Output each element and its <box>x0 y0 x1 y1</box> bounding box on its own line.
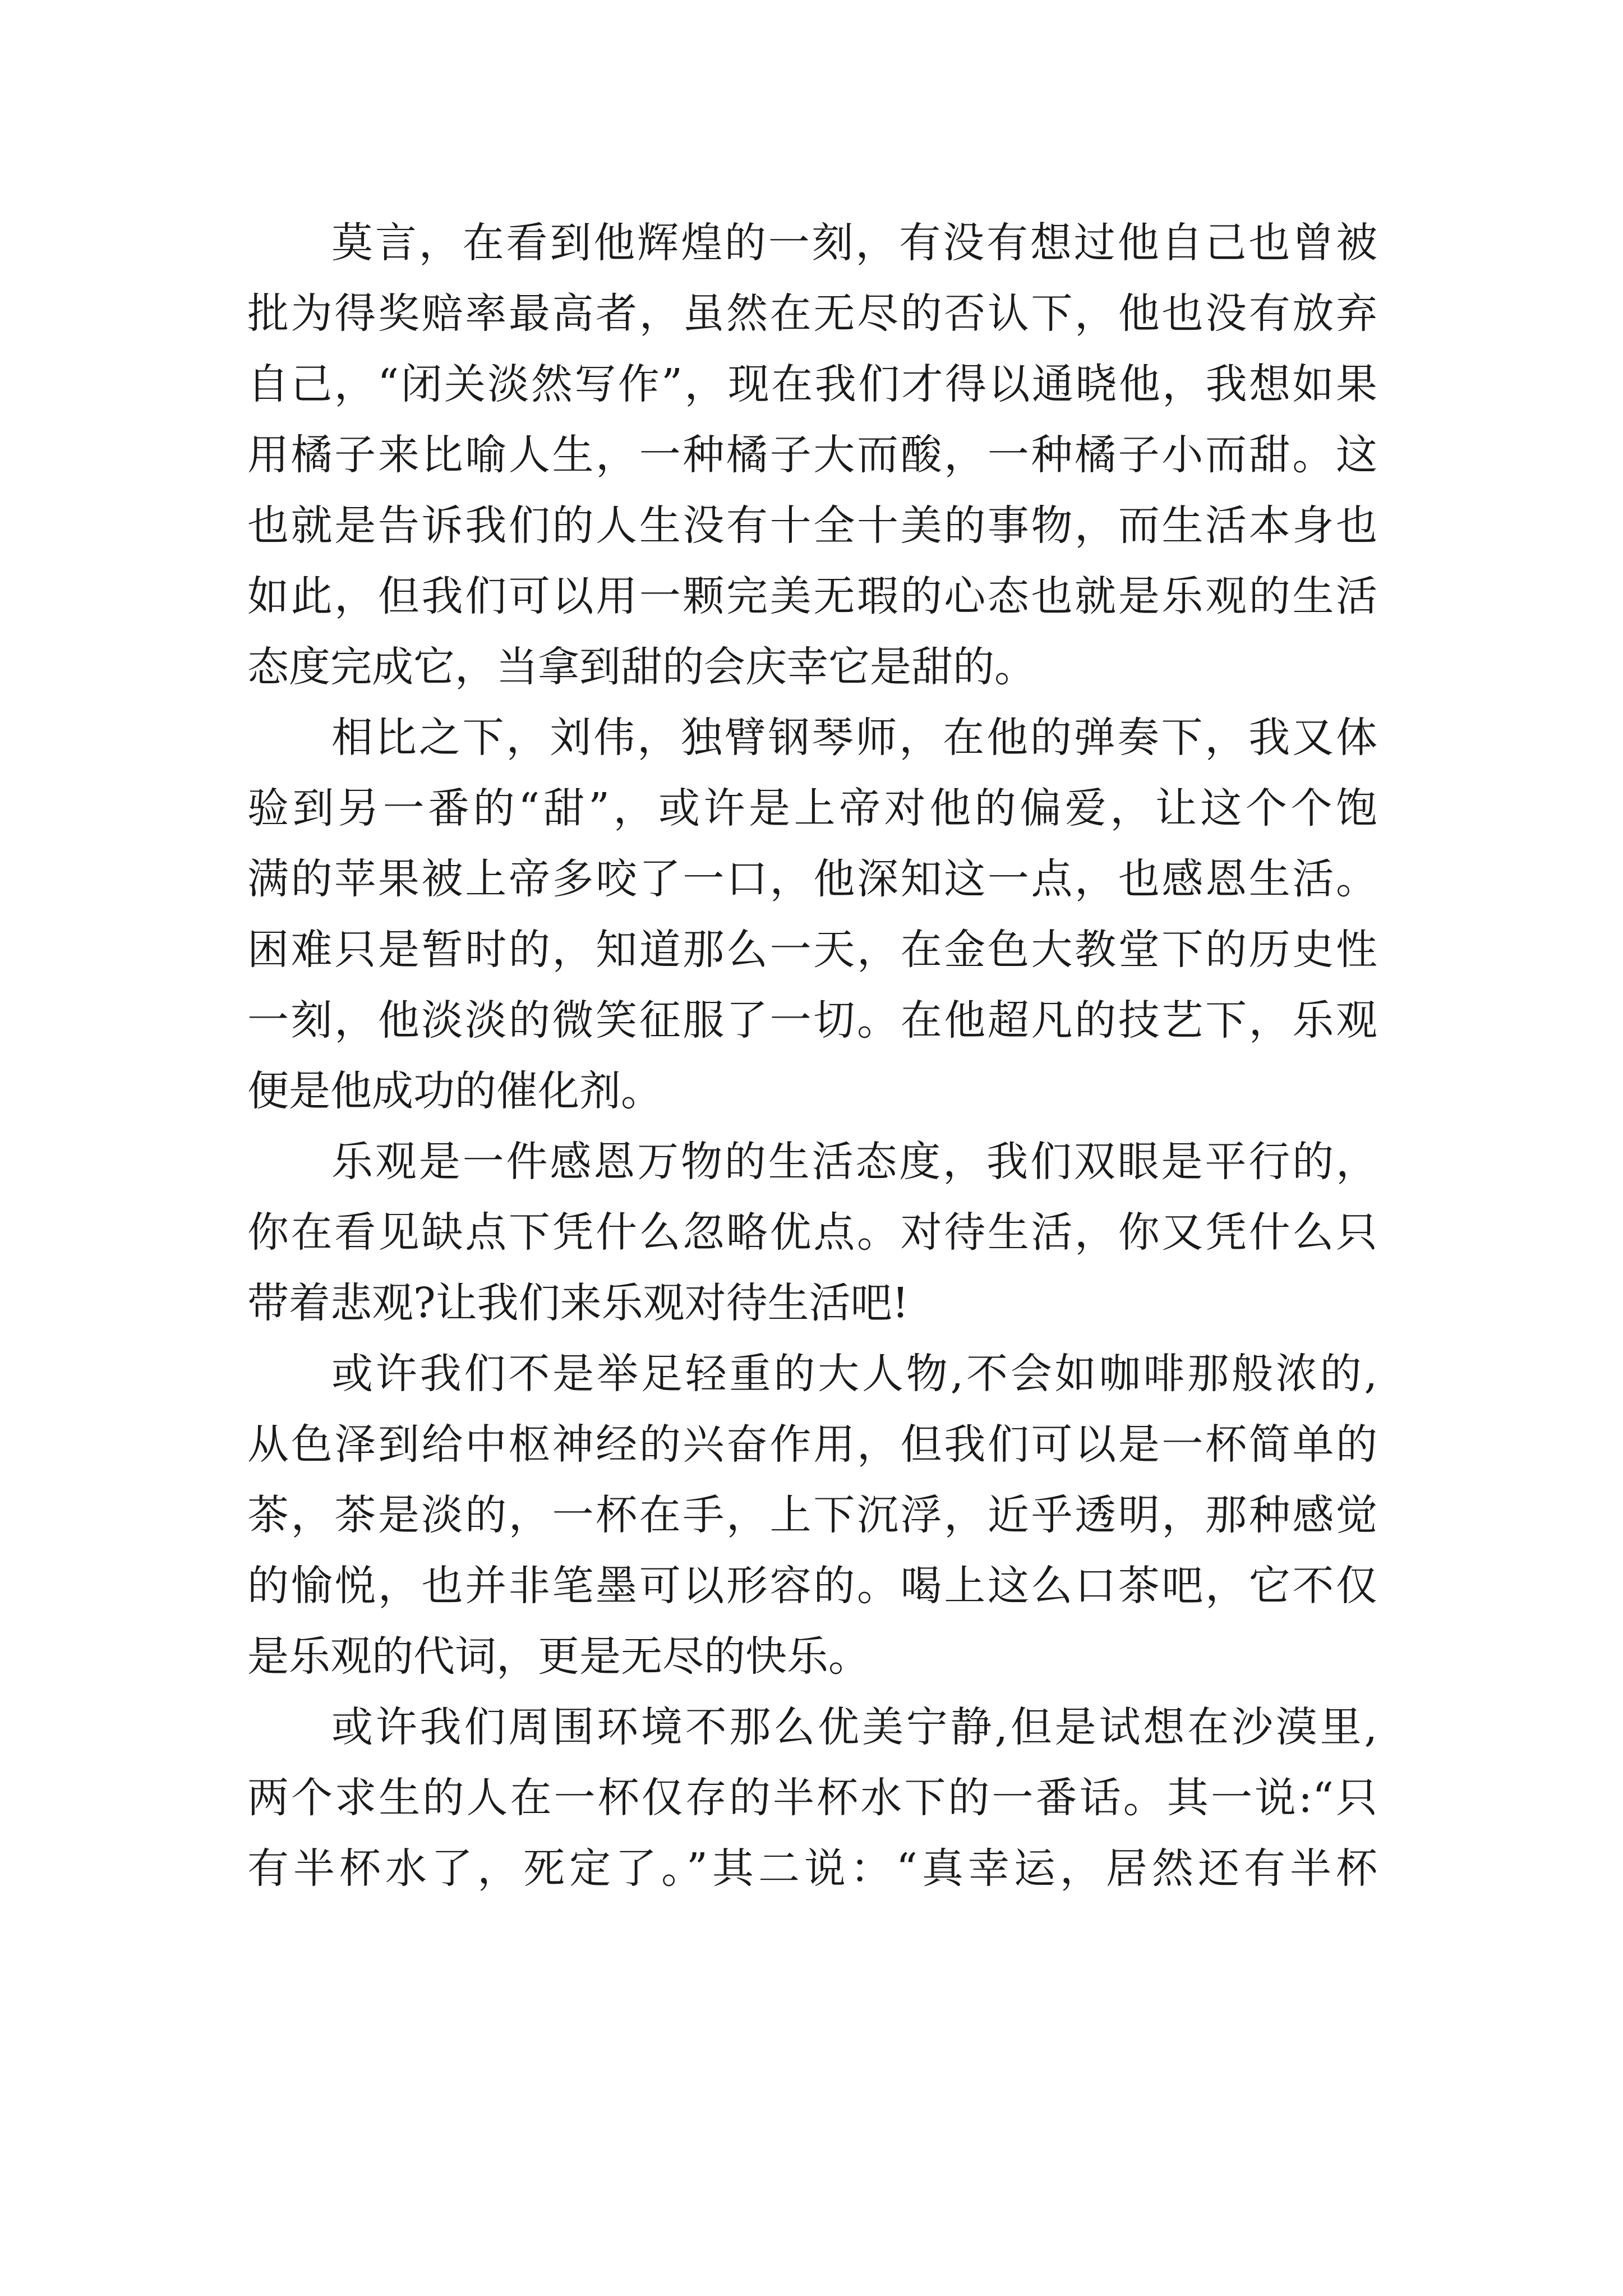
text-line: 莫言，在看到他辉煌的一刻，有没有想过他自己也曾被 <box>331 219 1377 267</box>
text-line: 或许我们周围环境不那么优美宁静,但是试想在沙漠里, <box>331 1703 1377 1751</box>
text-line: 困难只是暂时的，知道那么一天，在金色大教堂下的历史性 <box>247 926 1377 974</box>
text-line: 用橘子来比喻人生，一种橘子大而酸，一种橘子小而甜。这 <box>247 431 1377 479</box>
text-line: 有半杯水了，死定了。”其二说：“真幸运，居然还有半杯 <box>247 1844 1377 1893</box>
text-line: 自己，“闭关淡然写作”，现在我们才得以通晓他，我想如果 <box>247 360 1377 408</box>
text-line: 批为得奖赔率最高者，虽然在无尽的否认下，他也没有放弃 <box>247 289 1377 338</box>
text-line: 也就是告诉我们的人生没有十全十美的事物，而生活本身也 <box>247 501 1377 550</box>
text-line: 两个求生的人在一杯仅存的半杯水下的一番话。其一说:“只 <box>247 1774 1377 1822</box>
text-line: 的愉悦，也并非笔墨可以形容的。喝上这么口茶吧，它不仅 <box>247 1562 1377 1610</box>
text-line: 满的苹果被上帝多咬了一口，他深知这一点，也感恩生活。 <box>247 855 1377 903</box>
text-line: 乐观是一件感恩万物的生活态度，我们双眼是平行的， <box>331 1138 1377 1186</box>
text-line: 便是他成功的催化剂。 <box>247 1067 662 1115</box>
text-line: 或许我们不是举足轻重的大人物,不会如咖啡那般浓的, <box>331 1350 1377 1398</box>
text-line: 是乐观的代词，更是无尽的快乐。 <box>247 1632 870 1681</box>
text-line: 茶，茶是淡的，一杯在手，上下沉浮，近乎透明，那种感觉 <box>247 1491 1377 1539</box>
text-line: 从色泽到给中枢神经的兴奋作用，但我们可以是一杯简单的 <box>247 1420 1377 1469</box>
text-line: 相比之下，刘伟，独臂钢琴师，在他的弹奏下，我又体 <box>331 714 1377 762</box>
text-line: 你在看见缺点下凭什么忽略优点。对待生活，你又凭什么只 <box>247 1208 1377 1257</box>
paragraph-3 <box>247 1126 1377 1338</box>
document-body <box>247 208 1377 1904</box>
text-line: 验到另一番的“甜”，或许是上帝对他的偏爱，让这个个饱 <box>247 784 1377 832</box>
text-line: 态度完成它，当拿到甜的会庆幸它是甜的。 <box>247 643 1036 691</box>
text-line: 一刻，他淡淡的微笑征服了一切。在他超凡的技艺下，乐观 <box>247 996 1377 1045</box>
paragraph-2 <box>247 702 1377 1126</box>
paragraph-4 <box>247 1338 1377 1692</box>
text-line: 带着悲观?让我们来乐观对待生活吧! <box>247 1279 909 1327</box>
text-line: 如此，但我们可以用一颗完美无瑕的心态也就是乐观的生活 <box>247 572 1377 620</box>
paragraph-5 <box>247 1692 1377 1904</box>
paragraph-1 <box>247 208 1377 702</box>
